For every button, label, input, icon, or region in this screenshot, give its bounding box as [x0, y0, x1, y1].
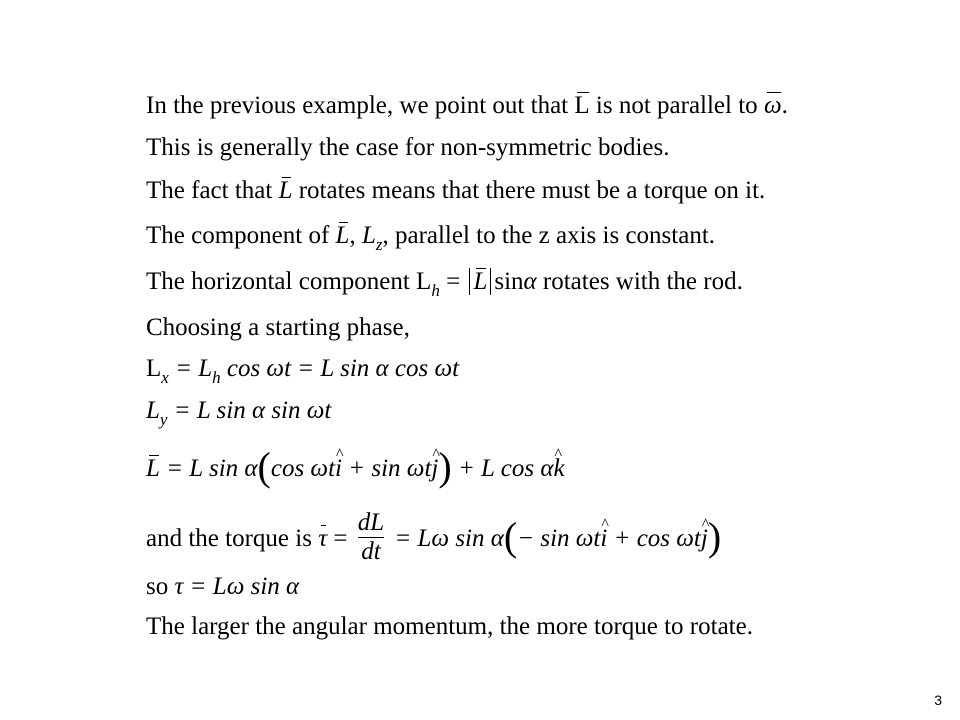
- text-line-5: The horizontal component $L_h = L$ sinα rotates with the rod.: [146, 268, 743, 300]
- text-line-1: In the previous example, we point out that L is not parallel to ω.: [146, 92, 788, 119]
- text-line-2: This is generally the case for non-symmetric bodies.: [146, 134, 670, 161]
- text-line-6: Choosing a starting phase,: [146, 314, 410, 341]
- equation-L-vector: L = L sin α(cos ωti ^ + sin ωtj ^) + L cos αk ^: [146, 448, 565, 484]
- text-line-conclusion: The larger the angular momentum, the more torque to rotate.: [146, 613, 753, 640]
- equation-tau-magnitude: so τ = Lω sin α: [146, 573, 300, 600]
- omega-vector: ω: [763, 92, 782, 119]
- fraction-dL-dt: $\frac{dL}{dt}$: [357, 509, 385, 565]
- equation-torque: and the torque is τ = $\frac{dL}{dt}$ = Lω sin α(− sin ωti ^ + cos ωtj ^): [146, 512, 721, 569]
- text-line-3: The fact that L rotates means that there must be a torque on it.: [146, 177, 766, 204]
- text-line-4: The component of L, $L_z$, parallel to the z axis is constant.: [146, 222, 716, 254]
- page-number: 3: [934, 692, 942, 708]
- equation-Lx: $L_x = L_h$ cos ωt = L sin α cos ωt: [146, 355, 460, 387]
- L-vector: L: [574, 92, 590, 119]
- equation-Ly: $L_y = L$ sin α sin ωt: [146, 397, 332, 429]
